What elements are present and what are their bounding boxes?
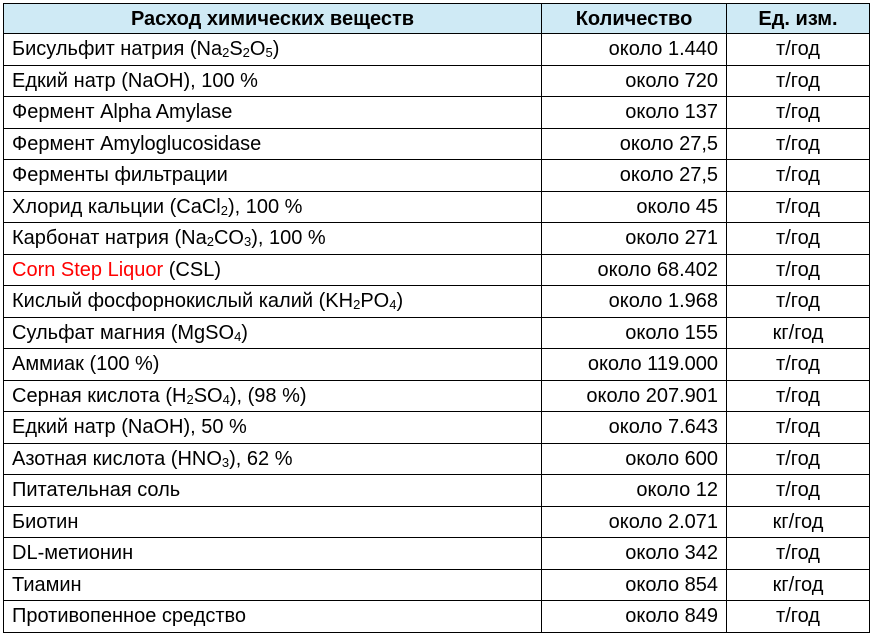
unit-cell: т/год: [727, 443, 870, 475]
quantity-cell: около 854: [542, 569, 727, 601]
table-row: [4, 601, 870, 633]
chemical-name-cell: DL-метионин: [4, 538, 542, 570]
chemical-name-cell: Карбонат натрия $(Na_2CO_3)$, 100 %: [4, 223, 542, 255]
quantity-cell: около 27,5: [542, 128, 727, 160]
header-quantity: Количество: [542, 4, 727, 34]
unit-cell: т/год: [727, 97, 870, 129]
chemical-name-cell: [4, 254, 542, 286]
unit-cell: т/год: [727, 380, 870, 412]
unit-cell: т/год: [727, 191, 870, 223]
quantity-cell: около 1.440: [542, 34, 727, 66]
unit-cell: т/год: [727, 475, 870, 507]
chemical-name-cell: Противопенное средство: [4, 601, 542, 633]
chemical-name-cell: Фермент Amyloglucosidase: [4, 128, 542, 160]
quantity-cell: около 1.968: [542, 286, 727, 318]
unit-cell: т/год: [727, 223, 870, 255]
quantity-cell: около 271: [542, 223, 727, 255]
unit-cell: кг/год: [727, 317, 870, 349]
table-row: [4, 191, 870, 223]
unit-cell: т/год: [727, 65, 870, 97]
table-row: [4, 65, 870, 97]
chemical-name-cell: Сульфат магния (MgSO$_4$): [4, 317, 542, 349]
header-chemical-name: Расход химических веществ: [4, 4, 542, 34]
table-row: [4, 443, 870, 475]
quantity-cell: около 137: [542, 97, 727, 129]
quantity-cell: около 342: [542, 538, 727, 570]
chemical-name-cell: Тиамин: [4, 569, 542, 601]
quantity-cell: около 207.901: [542, 380, 727, 412]
chemical-name-cell: Бисульфит натрия $(Na_2S_2O_5)$: [4, 34, 542, 66]
table-row: [4, 506, 870, 538]
quantity-cell: около 119.000: [542, 349, 727, 381]
table-row: [4, 412, 870, 444]
chemical-name-cell: Едкий натр (NaOH), 100 %: [4, 65, 542, 97]
table-row: [4, 286, 870, 318]
unit-cell: т/год: [727, 128, 870, 160]
quantity-cell: около 45: [542, 191, 727, 223]
unit-cell: т/год: [727, 601, 870, 633]
unit-cell: т/год: [727, 538, 870, 570]
quantity-cell: около 155: [542, 317, 727, 349]
chemical-name-cell: Серная кислота $(H_2SO_4)$, (98 %): [4, 380, 542, 412]
table-row: [4, 128, 870, 160]
chemical-name-suffix: (CSL): [163, 258, 221, 281]
chemical-name-cell: Питательная соль: [4, 475, 542, 507]
table-row: [4, 223, 870, 255]
chemical-consumption-table: [3, 3, 870, 633]
unit-cell: т/год: [727, 412, 870, 444]
table-row: [4, 34, 870, 66]
table-row: [4, 160, 870, 192]
quantity-cell: около 12: [542, 475, 727, 507]
chemical-name-cell: Кислый фосфорнокислый калий $(KH_2PO_4)$: [4, 286, 542, 318]
unit-cell: кг/год: [727, 569, 870, 601]
chemical-name-cell: Ферменты фильтрации: [4, 160, 542, 192]
table-row: [4, 254, 870, 286]
table-row: [4, 380, 870, 412]
quantity-cell: около 68.402: [542, 254, 727, 286]
quantity-cell: около 2.071: [542, 506, 727, 538]
chemical-name-cell: Биотин: [4, 506, 542, 538]
table-row: [4, 349, 870, 381]
unit-cell: т/год: [727, 254, 870, 286]
unit-cell: т/год: [727, 160, 870, 192]
table-row: [4, 569, 870, 601]
unit-cell: т/год: [727, 34, 870, 66]
table-row: [4, 538, 870, 570]
chemical-name-cell: Аммиак (100 %): [4, 349, 542, 381]
chemical-name-cell: Азотная кислота $(HNO_3)$, 62 %: [4, 443, 542, 475]
quantity-cell: около 27,5: [542, 160, 727, 192]
table-row: [4, 475, 870, 507]
quantity-cell: около 7.643: [542, 412, 727, 444]
header-unit: Ед. изм.: [727, 4, 870, 34]
chemical-name-cell: Хлорид кальции (CaCl$_2$), 100 %: [4, 191, 542, 223]
unit-cell: т/год: [727, 286, 870, 318]
quantity-cell: около 720: [542, 65, 727, 97]
unit-cell: кг/год: [727, 506, 870, 538]
table-row: [4, 317, 870, 349]
table-body: [4, 34, 870, 633]
highlighted-chemical-name: Corn Step Liquor: [12, 258, 164, 281]
chemical-name-cell: Фермент Alpha Amylase: [4, 97, 542, 129]
chemical-name-cell: Едкий натр (NaOH), 50 %: [4, 412, 542, 444]
quantity-cell: около 849: [542, 601, 727, 633]
quantity-cell: около 600: [542, 443, 727, 475]
table-row: [4, 97, 870, 129]
table-header-row: [4, 4, 870, 34]
unit-cell: т/год: [727, 349, 870, 381]
